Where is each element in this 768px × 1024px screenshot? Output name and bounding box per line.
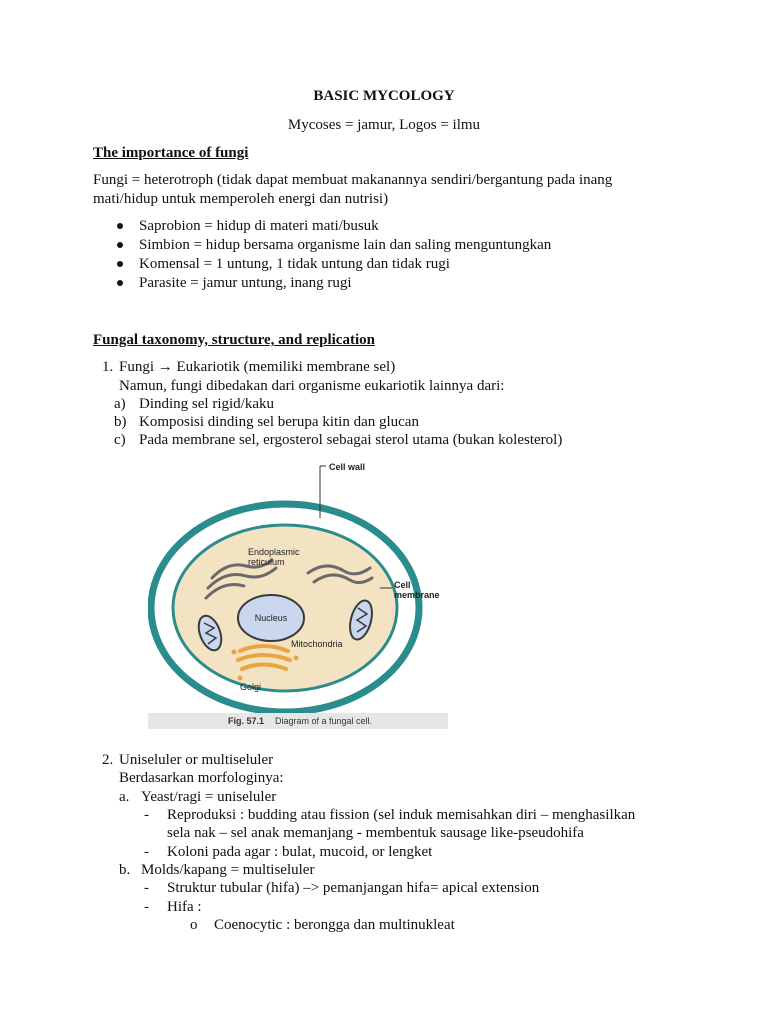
bullet-dot [117, 242, 123, 248]
label-golgi: Golgi [240, 682, 262, 692]
label-er: Endoplasmic [248, 547, 300, 557]
arrow-right-icon: → [157, 359, 173, 375]
figure-caption-number: Fig. 57.1 [228, 716, 265, 726]
list-mark: b. [119, 862, 131, 878]
paragraph-line: Fungi = heterotroph (tidak dapat membuat makanannya sendiri/bergantung pada inang [93, 172, 613, 188]
list-item: Pada membrane sel, ergosterol sebagai sterol utama (bukan kolesterol) [139, 432, 563, 448]
circle-mark: o [190, 917, 198, 933]
list-item-text: Fungi [119, 359, 158, 375]
list-item: Hifa : [167, 899, 202, 915]
section-heading-importance: The importance of fungi [93, 145, 249, 161]
label-er: reticulum [248, 557, 285, 567]
list-item: Parasite = jamur untung, inang rugi [139, 275, 352, 291]
bullet-dot [117, 280, 123, 286]
list-item: Simbion = hidup bersama organisme lain dan saling menguntungkan [139, 237, 552, 253]
bullet-dot [117, 261, 123, 267]
page-title: BASIC MYCOLOGY [313, 88, 455, 104]
list-item: Koloni pada agar : bulat, mucoid, or lengket [167, 844, 433, 860]
list-number: 1. [102, 359, 114, 375]
figure-caption-text: Diagram of a fungal cell. [275, 716, 373, 726]
dash-mark: - [144, 880, 149, 896]
section-heading-taxonomy: Fungal taxonomy, structure, and replication [93, 332, 375, 348]
list-mark: a) [114, 396, 126, 412]
list-item: Reproduksi : budding atau fission (sel induk memisahkan diri – menghasilkan [167, 807, 636, 823]
list-item: sela nak – sel anak memanjang - membentuk sausage like-pseudohifa [167, 825, 584, 841]
label-nucleus: Nucleus [254, 613, 288, 623]
paragraph-line: mati/hidup untuk memperoleh energi dan nutrisi) [93, 191, 389, 207]
list-item [119, 358, 395, 376]
list-item: Yeast/ragi = uniseluler [141, 789, 277, 805]
label-cell-wall: Cell wall [329, 462, 366, 472]
list-item: Coenocytic : berongga dan multinukleat [214, 917, 455, 933]
list-mark: c) [114, 432, 126, 448]
page-subtitle: Mycoses = jamur, Logos = ilmu [287, 117, 481, 133]
list-mark: b) [114, 414, 127, 430]
label-cell-membrane: Cell [394, 580, 411, 590]
list-item: Dinding sel rigid/kaku [139, 396, 274, 412]
paragraph-line: Namun, fungi dibedakan dari organisme eukariotik lainnya dari: [119, 378, 505, 394]
list-item: Komposisi dinding sel berupa kitin dan glucan [139, 414, 419, 430]
bullet-dot [117, 223, 123, 229]
list-item: Komensal = 1 untung, 1 tidak untung dan tidak rugi [139, 256, 450, 272]
list-item: Struktur tubular (hifa) –> pemanjangan hifa= apical extension [167, 880, 540, 896]
list-item: Uniseluler or multiseluler [119, 752, 274, 768]
fungal-cell-diagram [148, 458, 450, 730]
paragraph-line: Berdasarkan morfologinya: [119, 770, 284, 786]
list-item-text: Eukariotik (memiliki membrane sel) [172, 359, 396, 375]
dash-mark: - [144, 844, 149, 860]
list-number: 2. [102, 752, 114, 768]
dash-mark: - [144, 899, 149, 915]
dash-mark: - [144, 807, 149, 823]
list-mark: a. [119, 789, 130, 805]
label-mitochondria: Mitochondria [291, 639, 343, 649]
list-item: Saprobion = hidup di materi mati/busuk [139, 218, 379, 234]
label-cell-membrane: membrane [394, 590, 440, 600]
list-item: Molds/kapang = multiseluler [141, 862, 315, 878]
